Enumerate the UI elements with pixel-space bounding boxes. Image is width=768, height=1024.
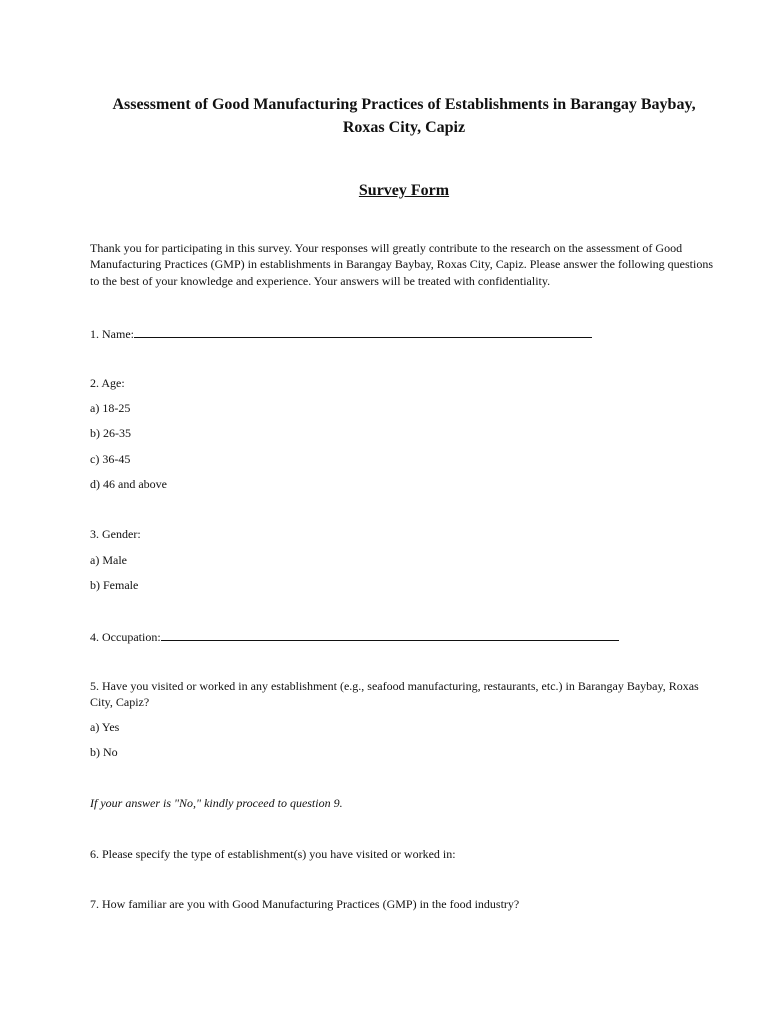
- question-establishment-type-label: 6. Please specify the type of establishment(s) you have visited or worked in:: [90, 847, 456, 861]
- name-blank-line[interactable]: [134, 325, 592, 338]
- gender-option-a[interactable]: a) Male: [90, 553, 127, 567]
- question-gmp-familiarity-label: 7. How familiar are you with Good Manufacturing Practices (GMP) in the food industry?: [90, 897, 520, 911]
- document-title: Assessment of Good Manufacturing Practices of Establishments in Barangay Baybay, Roxas City, Capiz: [112, 96, 696, 136]
- question-age-label: 2. Age:: [90, 376, 125, 390]
- visited-option-a[interactable]: a) Yes: [90, 720, 120, 734]
- age-option-a[interactable]: a) 18-25: [90, 401, 131, 415]
- age-option-b[interactable]: b) 26-35: [90, 426, 131, 440]
- age-option-d[interactable]: d) 46 and above: [90, 477, 167, 491]
- question-visited-label: 5. Have you visited or worked in any establishment (e.g., seafood manufacturing, restaurants, etc.) in Barangay Baybay, Roxas City, Capiz?: [90, 679, 699, 709]
- visited-option-b[interactable]: b) No: [90, 745, 118, 759]
- question-name: [90, 325, 592, 342]
- question-name-label: 1. Name:: [90, 327, 134, 341]
- survey-form-heading: Survey Form: [358, 182, 450, 199]
- question-occupation: [90, 628, 619, 645]
- question-occupation-label: 4. Occupation:: [90, 630, 161, 644]
- occupation-blank-line[interactable]: [161, 628, 619, 641]
- intro-paragraph: Thank you for participating in this survey. Your responses will greatly contribute to the research on the assessment of Good Manufacturing Practices (GMP) in establishments in Barangay Baybay, Roxas City, Capiz. Please answer the following questions to the best of your knowledge and experience. Your answers will be treated with confidentiality.: [90, 241, 713, 288]
- skip-instruction-note: If your answer is "No," kindly proceed to question 9.: [90, 796, 343, 810]
- age-option-c[interactable]: c) 36-45: [90, 452, 131, 466]
- gender-option-b[interactable]: b) Female: [90, 578, 139, 592]
- question-gender-label: 3. Gender:: [90, 527, 141, 541]
